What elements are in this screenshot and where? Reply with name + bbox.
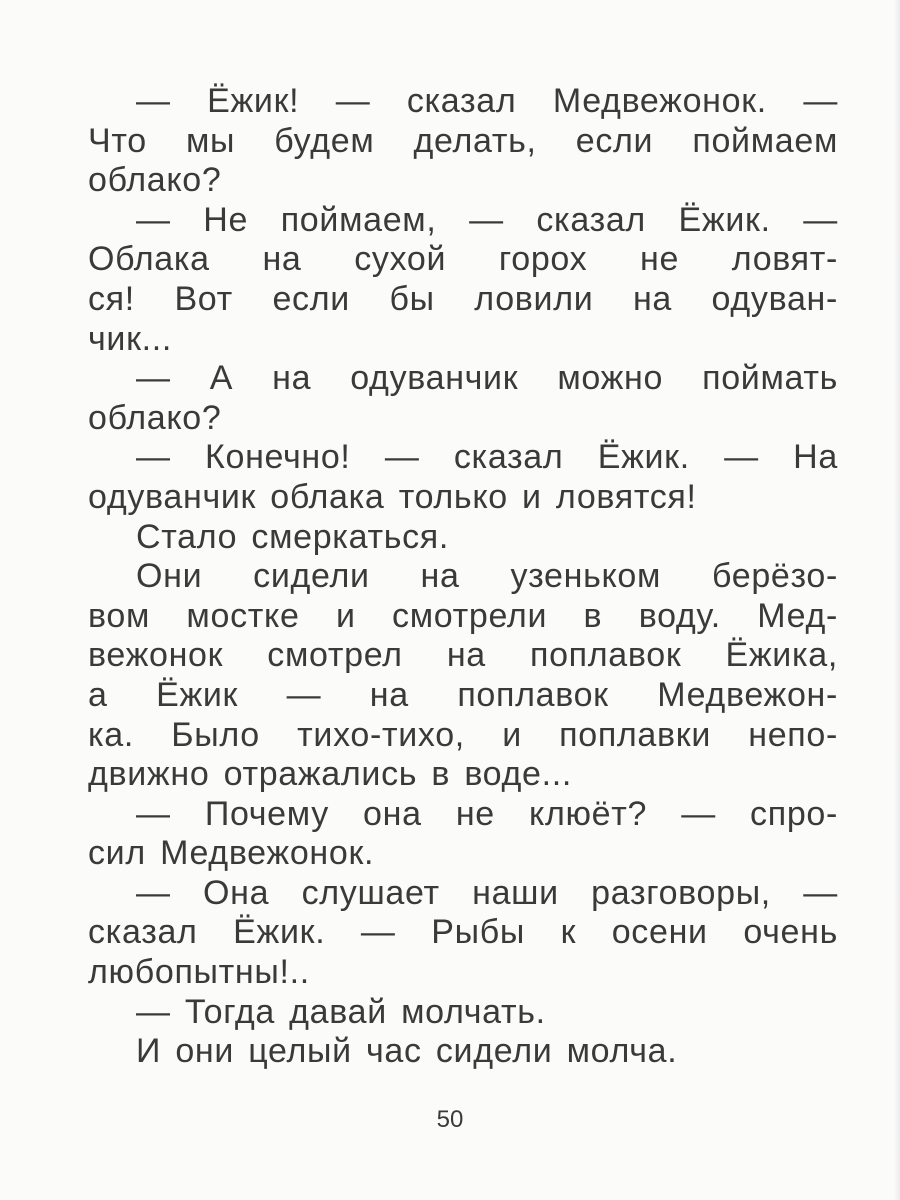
text-line: сказал Ёжик. — Рыбы к осени очень xyxy=(88,913,838,952)
paragraph xyxy=(88,518,838,558)
paragraph xyxy=(88,557,838,795)
text-line: — Ёжик! — сказал Медвежонок. — xyxy=(136,82,838,120)
text-line: — А на одуванчик можно поймать xyxy=(136,359,838,398)
text-line: одуванчик облака только и ловятся! xyxy=(88,477,697,516)
text-line: вом мостке и смотрели в воду. Мед- xyxy=(88,596,838,635)
text-line: — Конечно! — сказал Ёжик. — На xyxy=(136,438,838,477)
text-line: вежонок смотрел на поплавок Ёжика, xyxy=(88,636,838,675)
text-line: — Почему она не клюёт? — спро- xyxy=(136,794,838,833)
text-line: — Тогда давай молчать. xyxy=(136,992,546,1031)
text-line: сил Медвежонок. xyxy=(88,834,375,873)
text-line: ся! Вот если бы ловили на одуван- xyxy=(88,279,838,318)
page-edge-shadow xyxy=(894,0,900,1200)
text-line: облако? xyxy=(88,161,222,200)
page-number: 50 xyxy=(436,1106,464,1133)
text-line: облако? xyxy=(88,398,222,437)
text-line: движно отражались в воде... xyxy=(88,755,573,794)
text-line: И они целый час сидели молча. xyxy=(136,1032,678,1071)
paragraph xyxy=(88,359,838,438)
paragraph xyxy=(88,993,838,1033)
paragraph xyxy=(88,82,838,201)
story-text xyxy=(88,82,838,1072)
paragraph xyxy=(88,201,838,359)
text-line: любопытны!.. xyxy=(88,953,310,992)
paragraph xyxy=(88,795,838,874)
text-line: — Она слушает наши разговоры, — xyxy=(136,873,838,912)
paragraph xyxy=(88,874,838,993)
paragraph xyxy=(88,438,838,517)
text-line: Что мы будем делать, если поймаем xyxy=(88,121,838,160)
text-line: — Не поймаем, — сказал Ёжик. — xyxy=(136,200,838,239)
paragraph xyxy=(88,1032,838,1072)
text-line: Они сидели на узеньком берёзо- xyxy=(136,557,838,596)
text-line: Стало смеркаться. xyxy=(136,517,449,556)
text-line: Облака на сухой горох не ловят- xyxy=(88,240,838,279)
text-line: а Ёжик — на поплавок Медвежон- xyxy=(88,675,838,714)
text-line: ка. Было тихо-тихо, и поплавки непо- xyxy=(88,715,838,754)
text-line: чик... xyxy=(88,319,172,358)
